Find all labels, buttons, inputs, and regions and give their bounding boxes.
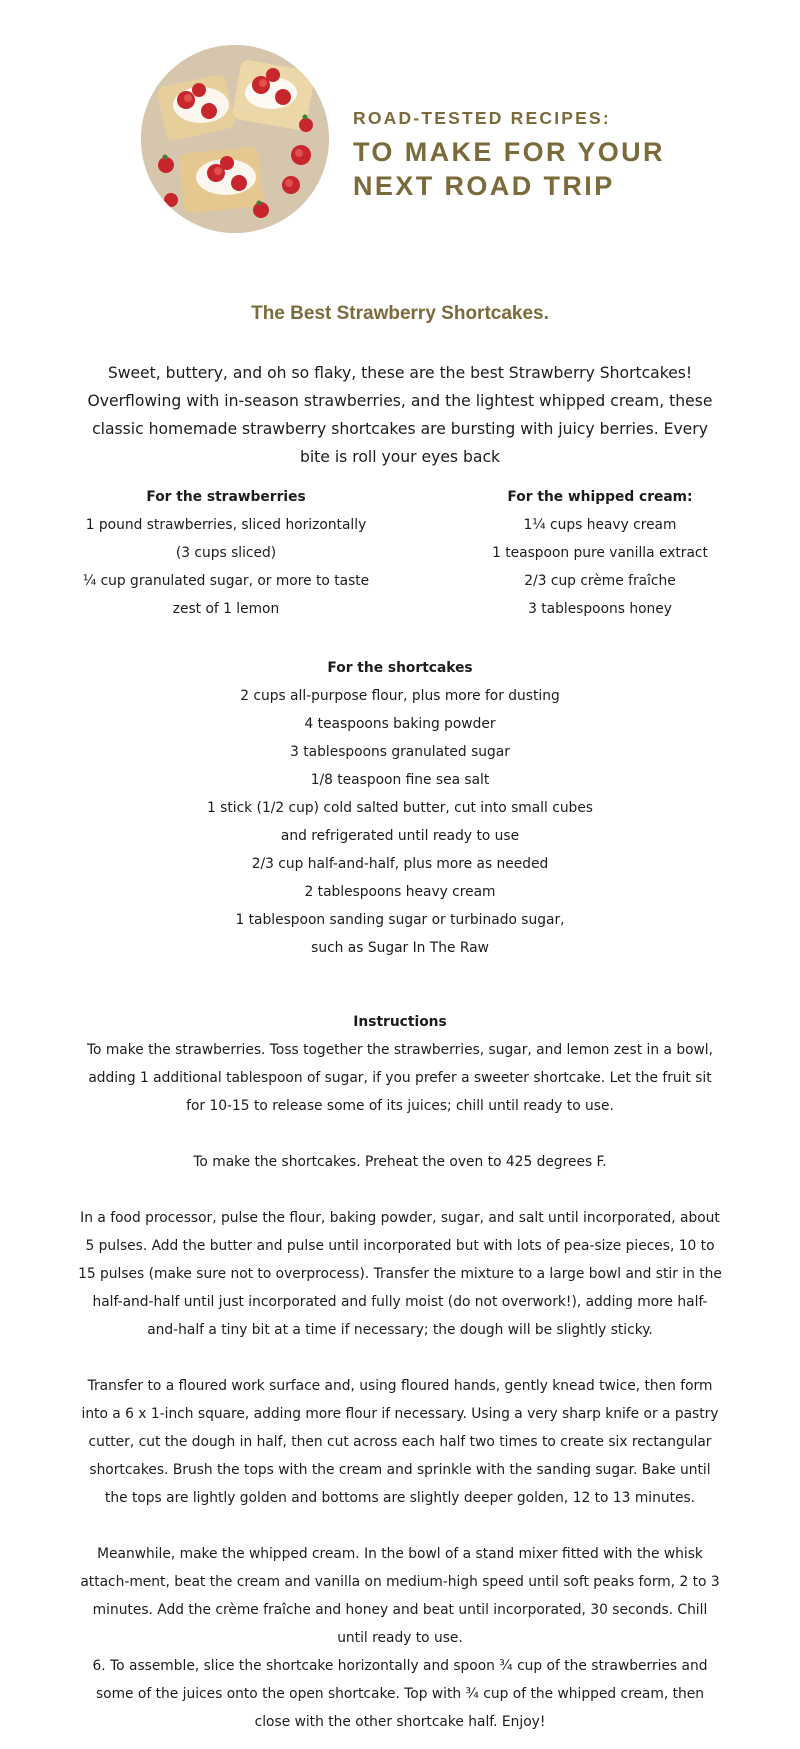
instruction-paragraph: In a food processor, pulse the flour, baking powder, sugar, and salt until incorporated, about 5 pulses. Add the butter and pulse until incorporated but with lots of pea-size pieces, 10 to 15 pulses (make sure not to overprocess). Transfer the mixture to a large bowl and stir in the half-and-half until just incorporated and fully moist (do not overwork!), adding more half-and-half a tiny bit at a time if necessary; the dough will be slightly sticky. xyxy=(78,1210,722,1338)
whipped-cream-heading: For the whipped cream: xyxy=(507,489,693,505)
instruction-paragraph: To make the shortcakes. Preheat the oven to 425 degrees F. xyxy=(193,1154,607,1170)
strawberry-shortcake-photo xyxy=(141,45,329,233)
ingredient-item: 2/3 cup half-and-half, plus more as needed xyxy=(251,856,549,872)
page-header xyxy=(141,45,665,255)
header-text xyxy=(353,107,683,203)
ingredient-item: 3 tablespoons granulated sugar xyxy=(290,744,510,760)
ingredient-item: 1 stick (1/2 cup) cold salted butter, cut into small cubes xyxy=(207,800,593,816)
instruction-paragraph: 6. To assemble, slice the shortcake horizontally and spoon ¾ cup of the strawberries and some of the juices onto the open shortcake. Top with ¾ cup of the whipped cream, then close with the other shortcake half. Enjoy! xyxy=(92,1658,708,1730)
ingredient-item: (3 cups sliced) xyxy=(175,545,277,561)
ingredient-item: 2 tablespoons heavy cream xyxy=(304,884,496,900)
instruction-paragraph: Transfer to a floured work surface and, using floured hands, gently knead twice, then form into a 6 x 1-inch square, adding more flour if necessary. Using a very sharp knife or a pastry cutter, cut the dough in half, then cut across each half two times to create six rectangular shortcakes. Brush the tops with the cream and sprinkle with the sanding sugar. Bake until the tops are lightly golden and bottoms are slightly deeper golden, 12 to 13 minutes. xyxy=(81,1378,719,1506)
ingredient-item: 1/8 teaspoon fine sea salt xyxy=(310,772,490,788)
ingredient-item: 1 pound strawberries, sliced horizontally xyxy=(85,517,367,533)
instruction-paragraph: To make the strawberries. Toss together the strawberries, sugar, and lemon zest in a bowl, adding 1 additional tablespoon of sugar, if you prefer a sweeter shortcake. Let the fruit sit for 10-15 to release some of its juices; chill until ready to use. xyxy=(86,1042,714,1114)
recipe-intro: Sweet, buttery, and oh so flaky, these are the best Strawberry Shortcakes! Overflowing with in-season strawberries, and the lightest whipped cream, these classic homemade strawberry shortcakes are bursting with juicy berries. Every bite is roll your eyes back xyxy=(87,364,713,466)
ingredient-item: 1 teaspoon pure vanilla extract xyxy=(492,545,708,561)
ingredient-item: zest of 1 lemon xyxy=(172,601,280,617)
instruction-paragraph: Meanwhile, make the whipped cream. In the bowl of a stand mixer fitted with the whisk attach-ment, beat the cream and vanilla on medium-high speed until soft peaks form, 2 to 3 minutes. Add the crème fraîche and honey and beat until incorporated, 30 seconds. Chill until ready to use. xyxy=(80,1546,720,1646)
ingredient-item: 2 cups all-purpose flour, plus more for dusting xyxy=(240,688,560,704)
ingredient-item: 1¼ cups heavy cream xyxy=(523,517,677,533)
instructions-heading: Instructions xyxy=(353,1014,447,1030)
ingredient-item: 2/3 cup crème fraîche xyxy=(524,573,676,589)
ingredient-item: ¼ cup granulated sugar, or more to taste xyxy=(82,573,370,589)
instructions-section xyxy=(78,1008,722,1736)
ingredient-item: such as Sugar In The Raw xyxy=(311,940,489,956)
whipped-cream-section xyxy=(445,483,755,623)
strawberries-heading: For the strawberries xyxy=(146,489,306,505)
ingredient-item: and refrigerated until ready to use xyxy=(280,828,520,844)
strawberries-section xyxy=(56,483,396,623)
headline-line-2: NEXT ROAD TRIP xyxy=(353,171,615,201)
shortcakes-section xyxy=(150,654,650,962)
headline-line-1: TO MAKE FOR YOUR xyxy=(353,137,665,167)
header-kicker: ROAD-TESTED RECIPES: xyxy=(353,108,611,128)
ingredient-item: 1 tablespoon sanding sugar or turbinado sugar, xyxy=(235,912,565,928)
header-headline xyxy=(353,135,683,203)
recipe-title: The Best Strawberry Shortcakes. xyxy=(251,303,549,324)
ingredient-item: 4 teaspoons baking powder xyxy=(304,716,496,732)
ingredient-item: 3 tablespoons honey xyxy=(528,601,672,617)
shortcakes-heading: For the shortcakes xyxy=(327,660,473,676)
